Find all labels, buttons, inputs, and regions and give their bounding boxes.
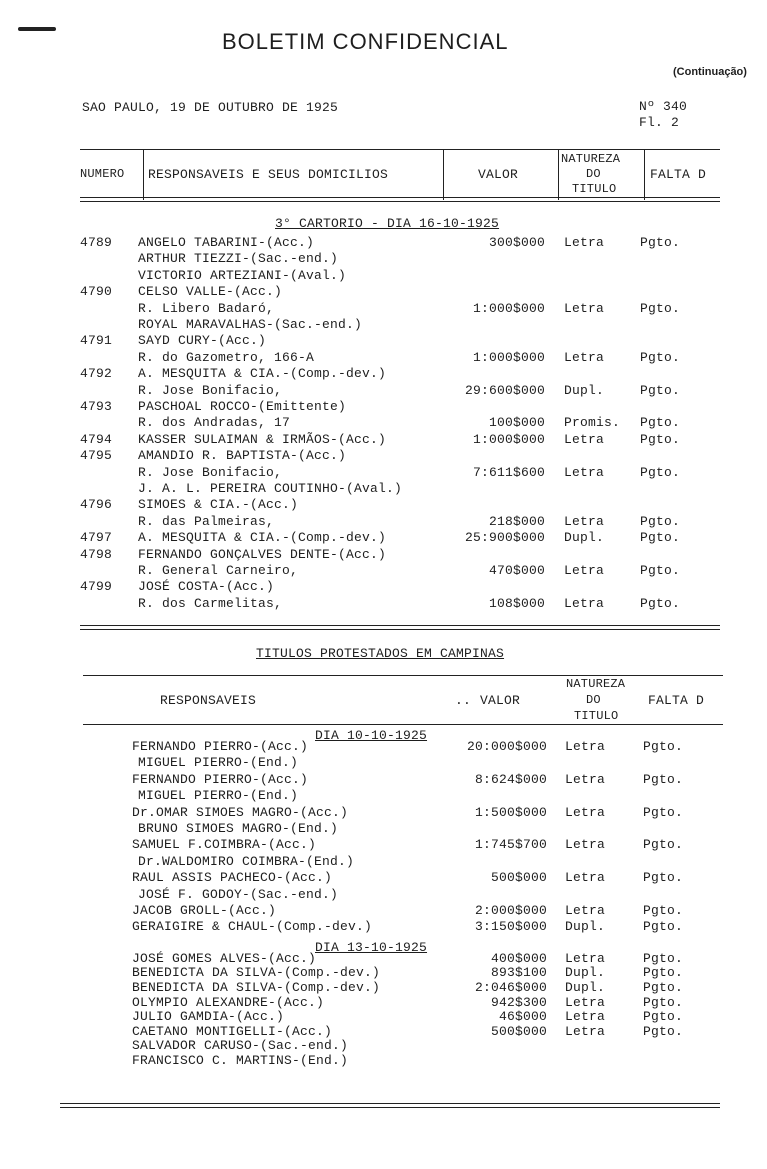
row-number: 4797 [80,530,113,546]
section-day: DIA 10-10-1925 [315,728,428,743]
row-falta: Pgto. [640,530,681,546]
table2-header-rule [83,724,723,725]
row-falta: Pgto. [643,965,684,981]
bulletin-number: Nº 340 [639,99,688,114]
row-responsavel: BENEDICTA DA SILVA-(Comp.-dev.) [132,965,381,981]
row-valor: 20:000$000 [466,739,547,754]
row-number: 4794 [80,431,113,447]
row-falta: Pgto. [643,739,684,754]
continuation-label: (Continuação) [673,66,747,78]
row-number: 4790 [80,284,113,300]
place-date: SAO PAULO, 19 DE OUTUBRO DE 1925 [82,100,339,115]
t2-header-responsaveis: RESPONSAVEIS [160,693,257,708]
row-falta: Pgto. [643,837,684,853]
row-falta: Pgto. [640,349,681,365]
row-valor: 46$000 [498,1009,547,1025]
row-responsavel: JOSÉ F. GODOY-(Sac.-end.) [138,886,339,902]
col-divider-2 [443,150,444,200]
row-responsavel: OLYMPIO ALEXANDRE-(Acc.) [132,994,325,1010]
row-responsavel: BENEDICTA DA SILVA-(Comp.-dev.) [132,980,381,995]
row-responsavel: CELSO VALLE-(Acc.) [138,284,283,300]
row-valor: 218$000 [488,513,545,529]
row-valor: 500$000 [490,1023,547,1039]
row-natureza: Dupl. [565,980,606,995]
row-responsavel: JULIO GAMDIA-(Acc.) [132,1009,285,1025]
row-responsavel: A. MESQUITA & CIA.-(Comp.-dev.) [138,530,387,546]
row-natureza: Letra [565,870,606,886]
row-natureza: Dupl. [564,382,605,398]
row-responsavel: GERAIGIRE & CHAUL-(Comp.-dev.) [132,919,373,935]
table1-header-rule [80,197,720,198]
row-falta: Pgto. [643,994,684,1010]
row-natureza: Letra [564,300,605,316]
table2-bottom-rule-2 [60,1107,720,1108]
row-responsavel: R. Jose Bonifacio, [138,382,283,398]
row-natureza: Letra [564,235,605,250]
header-responsaveis: RESPONSAVEIS E SEUS DOMICILIOS [148,167,389,182]
row-falta: Pgto. [643,919,684,935]
col-divider-4 [644,150,645,200]
row-falta: Pgto. [640,431,681,447]
row-responsavel: SAMUEL F.COIMBRA-(Acc.) [132,837,317,853]
row-responsavel: R. Jose Bonifacio, [138,464,283,480]
row-natureza: Promis. [564,415,621,431]
header-valor: VALOR [478,167,519,182]
row-number: 4792 [80,366,113,382]
row-number: 4796 [80,497,113,513]
row-responsavel: FERNANDO PIERRO-(Acc.) [132,771,309,787]
row-valor: 400$000 [490,950,547,966]
row-valor: 1:000$000 [472,300,545,316]
row-responsavel: ANGELO TABARINI-(Acc.) [138,235,315,250]
row-natureza: Letra [565,1023,606,1039]
row-falta: Pgto. [640,235,681,250]
row-natureza: Letra [564,595,605,611]
row-natureza: Letra [565,1009,606,1025]
row-responsavel: Dr.WALDOMIRO COIMBRA-(End.) [138,853,355,869]
row-responsavel: R. Libero Badaró, [138,300,275,316]
row-valor: 25:900$000 [464,530,545,546]
row-natureza: Letra [565,903,606,918]
row-responsavel: KASSER SULAIMAN & IRMÃOS-(Acc.) [138,431,387,447]
row-responsavel: ARTHUR TIEZZI-(Sac.-end.) [138,251,339,267]
row-responsavel: VICTORIO ARTEZIANI-(Aval.) [138,267,347,283]
row-responsavel: FERNANDO PIERRO-(Acc.) [132,739,309,754]
row-responsavel: AMANDIO R. BAPTISTA-(Acc.) [138,448,347,464]
row-valor: 300$000 [488,235,545,250]
row-responsavel: CAETANO MONTIGELLI-(Acc.) [132,1023,333,1039]
table2-title: TITULOS PROTESTADOS EM CAMPINAS [256,646,505,661]
row-responsavel: JACOB GROLL-(Acc.) [132,903,277,918]
table1-bottom-rule [80,625,720,626]
sheet-number: Fl. 2 [639,115,680,130]
row-natureza: Letra [565,739,606,754]
t2-header-dots: .. [455,693,472,708]
row-natureza: Letra [565,950,606,966]
row-responsavel: PASCHOAL ROCCO-(Emittente) [138,399,347,414]
row-valor: 942$300 [490,994,547,1010]
row-valor: 7:611$600 [472,464,545,480]
row-responsavel: Dr.OMAR SIMOES MAGRO-(Acc.) [132,804,349,820]
row-valor: 108$000 [488,595,545,611]
row-falta: Pgto. [640,563,681,578]
row-valor: 1:745$700 [474,837,547,853]
row-falta: Pgto. [643,771,684,787]
row-falta: Pgto. [640,513,681,529]
t2-header-falta: FALTA D [648,693,705,708]
row-natureza: Letra [565,837,606,853]
row-falta: Pgto. [640,415,681,431]
section-title-cartorio: 3° CARTORIO - DIA 16-10-1925 [275,216,500,231]
row-valor: 1:000$000 [472,431,545,447]
row-number: 4791 [80,333,113,349]
row-responsavel: JOSÉ GOMES ALVES-(Acc.) [132,950,317,966]
row-falta: Pgto. [643,950,684,966]
row-falta: Pgto. [643,870,684,886]
row-number: 4799 [80,579,113,595]
row-falta: Pgto. [640,464,681,480]
row-responsavel: SIMOES & CIA.-(Acc.) [138,497,299,513]
row-responsavel: FRANCISCO C. MARTINS-(End.) [132,1053,349,1068]
col-divider-3 [558,150,559,200]
table1-bottom-rule-2 [80,629,720,630]
row-responsavel: MIGUEL PIERRO-(End.) [138,788,299,804]
row-falta: Pgto. [643,980,684,995]
row-natureza: Dupl. [564,530,605,546]
row-responsavel: BRUNO SIMOES MAGRO-(End.) [138,821,339,836]
header-natureza-1: NATUREZA [561,152,621,166]
row-responsavel: SALVADOR CARUSO-(Sac.-end.) [132,1038,349,1054]
row-responsavel: R. do Gazometro, 166-A [138,349,315,365]
row-valor: 29:600$000 [464,382,545,398]
row-responsavel: FERNANDO GONÇALVES DENTE-(Acc.) [138,546,387,562]
row-number: 4798 [80,546,113,562]
row-responsavel: J. A. L. PEREIRA COUTINHO-(Aval.) [138,481,403,496]
t2-header-natureza-1: NATUREZA [566,677,626,691]
row-responsavel: A. MESQUITA & CIA.-(Comp.-dev.) [138,366,387,382]
row-natureza: Dupl. [565,919,606,935]
row-falta: Pgto. [640,382,681,398]
row-natureza: Letra [564,349,605,365]
row-valor: 8:624$000 [474,771,547,787]
header-falta: FALTA D [650,167,707,182]
row-falta: Pgto. [643,804,684,820]
row-natureza: Dupl. [565,965,606,981]
row-natureza: Letra [565,804,606,820]
col-divider-1 [143,150,144,200]
row-falta: Pgto. [640,300,681,316]
table1-top-rule [80,149,720,150]
t2-header-valor: VALOR [480,693,521,708]
row-falta: Pgto. [643,1009,684,1025]
row-valor: 470$000 [488,563,545,578]
row-natureza: Letra [564,431,605,447]
row-number: 4793 [80,399,113,414]
row-responsavel: R. General Carneiro, [138,563,299,578]
row-natureza: Letra [565,771,606,787]
row-responsavel: R. dos Andradas, 17 [138,415,291,431]
row-responsavel: R. das Palmeiras, [138,513,275,529]
row-valor: 893$100 [490,965,547,981]
row-valor: 1:500$000 [474,804,547,820]
row-valor: 3:150$000 [474,919,547,935]
row-responsavel: RAUL ASSIS PACHECO-(Acc.) [132,870,333,886]
ink-smudge [18,27,56,31]
row-valor: 500$000 [490,870,547,886]
row-responsavel: MIGUEL PIERRO-(End.) [138,755,299,771]
row-responsavel: SAYD CURY-(Acc.) [138,333,267,349]
row-falta: Pgto. [640,595,681,611]
row-natureza: Letra [564,464,605,480]
header-natureza-3: TITULO [572,182,617,196]
row-responsavel: ROYAL MARAVALHAS-(Sac.-end.) [138,317,363,332]
document-title: BOLETIM CONFIDENCIAL [222,29,509,54]
header-natureza-2: DO [586,167,601,181]
row-valor: 1:000$000 [472,349,545,365]
row-responsavel: R. dos Carmelitas, [138,595,283,611]
table1-header-rule-2 [80,201,720,202]
row-number: 4795 [80,448,113,464]
row-valor: 2:046$000 [474,980,547,995]
row-number: 4789 [80,235,113,250]
header-numero: NUMERO [80,167,125,181]
row-natureza: Letra [564,513,605,529]
section-day: DIA 13-10-1925 [315,939,428,955]
row-valor: 2:000$000 [474,903,547,918]
t2-header-natureza-2: DO [586,693,601,707]
row-natureza: Letra [564,563,605,578]
row-valor: 100$000 [488,415,545,431]
row-falta: Pgto. [643,1023,684,1039]
table2-bottom-rule [60,1103,720,1104]
row-responsavel: JOSÉ COSTA-(Acc.) [138,579,275,595]
t2-header-natureza-3: TITULO [574,709,619,723]
row-falta: Pgto. [643,903,684,918]
table2-top-rule [83,675,723,676]
row-natureza: Letra [565,994,606,1010]
